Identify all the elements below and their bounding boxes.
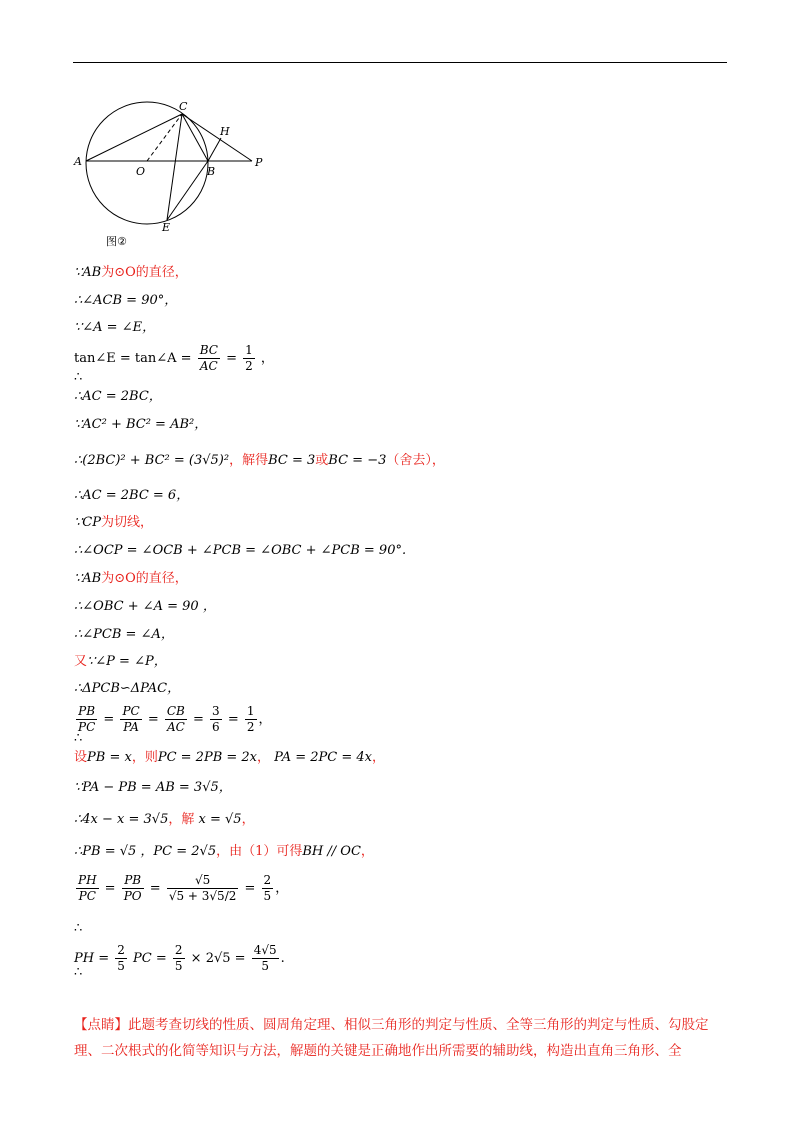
line-12: ∴∠OBC + ∠A = 90 ， bbox=[74, 599, 216, 614]
line-7: ∴(2BC)² + BC² = (3√5)²，解得BC = 3或BC = −3（舍去）， bbox=[74, 453, 445, 468]
line-22: PH = $\frac{2}{5}$ PC = $\frac{2}{5}$ × 2√5 = $\frac{4√5}{5}$ . bbox=[74, 943, 285, 973]
note-label: 【点睛】 bbox=[74, 1017, 128, 1033]
label-h: H bbox=[220, 125, 230, 138]
therefore-21: ∴ bbox=[74, 921, 83, 936]
line-19: ∴4x − x = 3√5，解 x = √5， bbox=[74, 812, 255, 827]
label-a: A bbox=[74, 155, 82, 168]
circle-o bbox=[86, 102, 208, 224]
therefore-16: ∴ bbox=[74, 731, 83, 746]
line-bh bbox=[208, 138, 221, 161]
line-16: $\frac{PB}{PC}$ = $\frac{PC}{PA}$ = $\frac{CB}{AC}$ = $\frac{3}{6}$ = $\frac{1}{2}$ ， bbox=[78, 704, 272, 734]
line-ce bbox=[167, 114, 182, 220]
key-point-note bbox=[74, 1012, 734, 1064]
line-3: ∵∠A = ∠E， bbox=[74, 320, 156, 335]
geometry-figure bbox=[70, 95, 280, 250]
line-13: ∴∠PCB = ∠A， bbox=[74, 627, 174, 642]
header-rule bbox=[73, 62, 727, 63]
line-15: ∴ΔPCB∽ΔPAC， bbox=[74, 681, 181, 696]
label-p: P bbox=[255, 156, 263, 169]
label-o: O bbox=[136, 165, 146, 178]
note-text: 此题考查切线的性质、圆周角定理、相似三角形的判定与性质、全等三角形的判定与性质、勾股定理、二次根式的化简等知识与方法，解题的关键是正确地作出所需要的辅助线，构造出直角三角形、全 bbox=[74, 1017, 709, 1059]
line-20: ∴PB = √5 ，PC = 2√5，由（1）可得BH // OC， bbox=[74, 844, 374, 859]
line-4: tan∠E = tan∠A = $\frac{BC}{AC}$ = $\frac{1}{2}$ ， bbox=[74, 343, 274, 373]
line-6: ∵AC² + BC² = AB²， bbox=[74, 417, 208, 432]
line-cp bbox=[182, 114, 252, 161]
line-17: 设PB = x，则PC = 2PB = 2x， PA = 2PC = 4x， bbox=[74, 750, 386, 765]
line-18: ∵PA − PB = AB = 3√5， bbox=[74, 780, 232, 795]
label-c: C bbox=[179, 100, 188, 113]
therefore-22: ∴ bbox=[74, 965, 83, 980]
line-ac bbox=[86, 114, 182, 161]
line-14: 又∵∠P = ∠P， bbox=[74, 654, 167, 669]
line-cb bbox=[182, 114, 208, 161]
line-11: ∵AB为⊙O的直径， bbox=[74, 571, 188, 586]
line-10: ∴∠OCP = ∠OCB + ∠PCB = ∠OBC + ∠PCB = 90°. bbox=[74, 543, 407, 558]
line-5: ∴AC = 2BC， bbox=[74, 389, 162, 404]
line-1: ∵AB为⊙O的直径， bbox=[74, 265, 188, 280]
figure-caption: 图② bbox=[106, 235, 127, 248]
therefore-4: ∴ bbox=[74, 370, 83, 385]
label-e: E bbox=[162, 221, 171, 234]
line-8: ∴AC = 2BC = 6， bbox=[74, 488, 190, 503]
line-2: ∴∠ACB = 90°， bbox=[74, 293, 178, 308]
line-9: ∵CP为切线， bbox=[74, 515, 153, 530]
line-21: $\frac{PH}{PC}$ = $\frac{PB}{PO}$ = $\frac{√5}{√5 + 3√5/2}$ = $\frac{2}{5}$ ， bbox=[78, 873, 289, 903]
label-b: B bbox=[207, 165, 216, 178]
